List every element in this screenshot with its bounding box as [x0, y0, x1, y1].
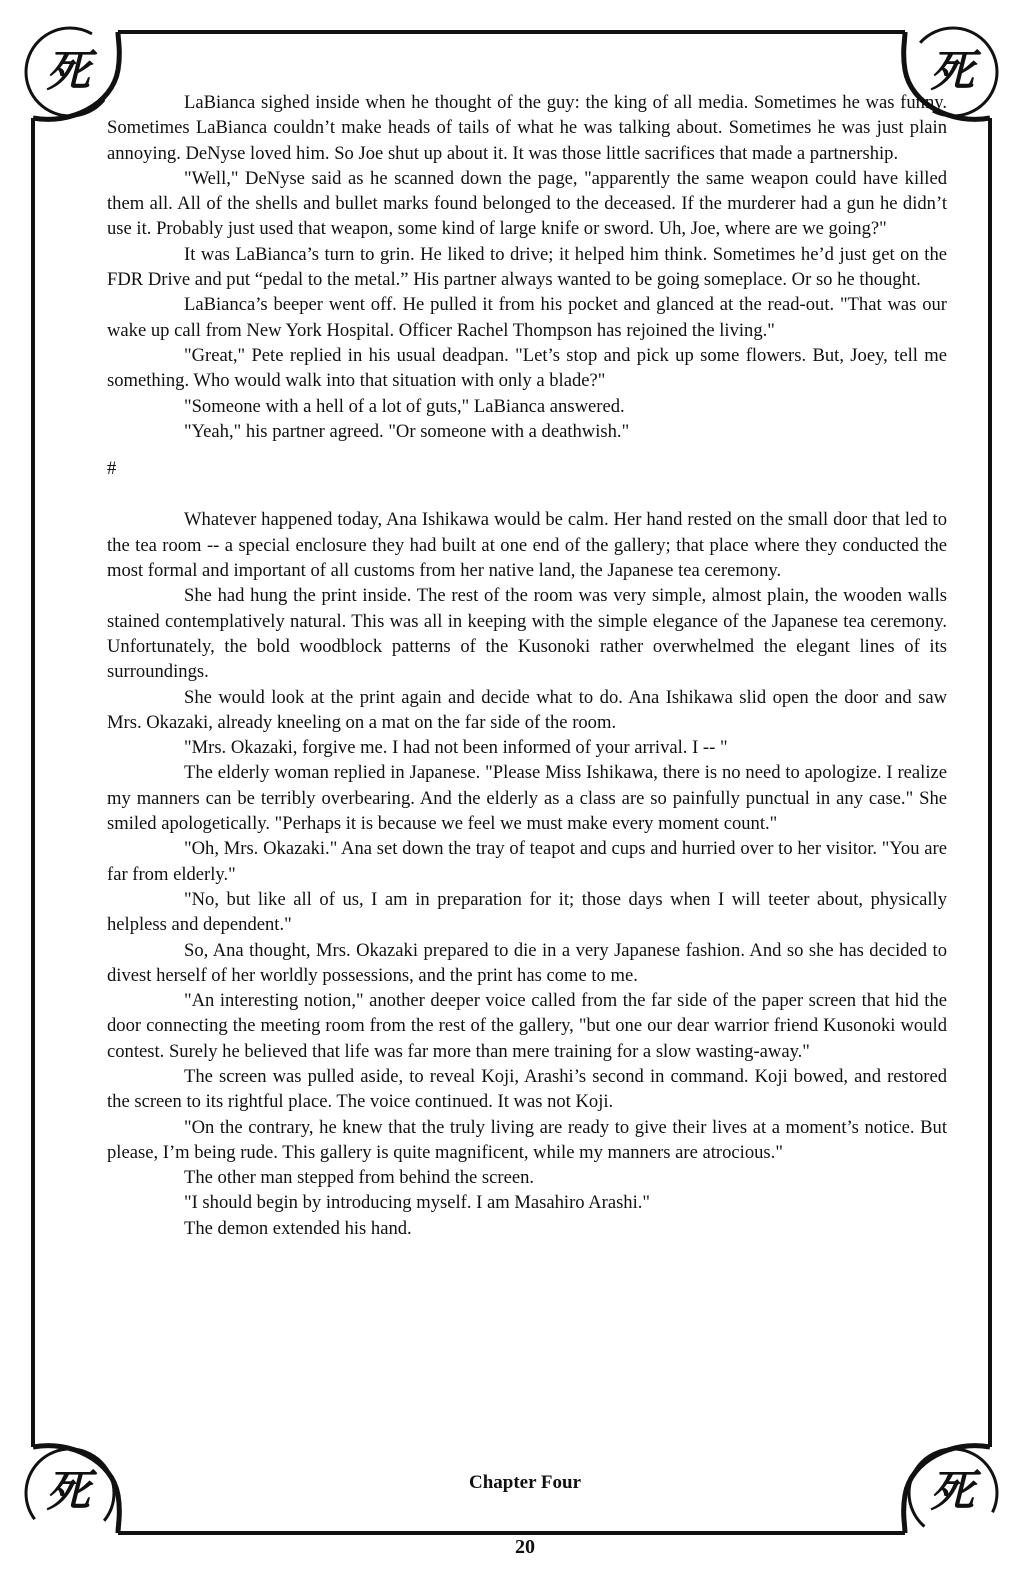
paragraph: So, Ana thought, Mrs. Okazaki prepared to die in a very Japanese fashion. And so she has decided to divest herself of her worldly possessions, and the print has come to me. [107, 939, 947, 986]
corner-glyph-bottom-right: 死 [930, 1466, 974, 1517]
paragraph: The demon extended his hand. [184, 1217, 412, 1239]
paragraph: The elderly woman replied in Japanese. "Please Miss Ishikawa, there is no need to apologize. I realize my manners can be terribly overbearing. And the elderly as a class are so painfully punctual in any case." She smiled apologetically. "Perhaps it is because we feel we must make every moment count." [107, 762, 947, 835]
body-text [107, 90, 947, 1241]
paragraph: "Well," DeNyse said as he scanned down the page, "apparently the same weapon could have killed them all. All of the shells and bullet marks found belonged to the deceased. If the murderer had a gun he didn’t use it. Probably just used that weapon, some kind of large knife or sword. Uh, Joe, where are we going?" [107, 167, 947, 240]
chapter-title: Chapter Four [468, 1472, 582, 1493]
paragraph: "On the contrary, he knew that the truly living are ready to give their lives at a moment’s notice. But please, I’m being rude. This gallery is quite magnificent, while my manners are atrocious." [107, 1116, 947, 1163]
paragraph: "Great," Pete replied in his usual deadpan. "Let’s stop and pick up some flowers. But, Joey, tell me something. Who would walk into that situation with only a blade?" [107, 344, 947, 392]
paragraph: The screen was pulled aside, to reveal Koji, Arashi’s second in command. Koji bowed, and restored the screen to its rightful place. The voice continued. It was not Koji. [107, 1065, 947, 1113]
paragraph: "An interesting notion," another deeper voice called from the far side of the paper screen that hid the door connecting the meeting room from the rest of the gallery, "but one our dear warrior friend Kusonoki would contest. Surely he believed that life was far more than mere training for a slow wasting-away." [107, 990, 947, 1062]
paragraph: "No, but like all of us, I am in preparation for it; those days when I will teeter about, physically helpless and dependent." [107, 888, 947, 936]
paragraph: "Oh, Mrs. Okazaki." Ana set down the tray of teapot and cups and hurried over to her visitor. "You are far from elderly." [107, 838, 947, 885]
page-number: 20 [515, 1536, 535, 1558]
paragraph: She had hung the print inside. The rest of the room was very simple, almost plain, the wooden walls stained contemplatively natural. This was all in keeping with the simple elegance of the Japanese tea ceremony. Unfortunately, the bold woodblock patterns of the Kusonoki rather overwhelmed the elegant lines of its surroundings. [107, 585, 947, 683]
paragraph: The other man stepped from behind the screen. [184, 1167, 535, 1189]
paragraph: She would look at the print again and decide what to do. Ana Ishikawa slid open the door and saw Mrs. Okazaki, already kneeling on a mat on the far side of the room. [107, 686, 947, 733]
paragraph: "Yeah," his partner agreed. "Or someone with a deathwish." [184, 420, 630, 442]
corner-glyph-bottom-left: 死 [46, 1466, 90, 1517]
corner-glyph-top-left: 死 [46, 46, 90, 97]
paragraph: "Mrs. Okazaki, forgive me. I had not been informed of your arrival. I -- " [184, 737, 728, 759]
corner-glyph-top-right: 死 [930, 46, 974, 97]
paragraph: Whatever happened today, Ana Ishikawa would be calm. Her hand rested on the small door that led to the tea room -- a special enclosure they had built at one end of the gallery; that place where they conducted the most formal and important of all customs from her native land, the Japanese tea ceremony. [107, 509, 947, 582]
scene-separator: # [107, 458, 117, 480]
paragraph: LaBianca’s beeper went off. He pulled it from his pocket and glanced at the read-out. "That was our wake up call from New York Hospital. Officer Rachel Thompson has rejoined the living." [107, 294, 947, 341]
paragraph: "I should begin by introducing myself. I am Masahiro Arashi." [184, 1192, 651, 1214]
paragraph: LaBianca sighed inside when he thought of the guy: the king of all media. Sometimes he was funny. Sometimes LaBianca couldn’t make heads of tails of what he was talking about. Sometimes he was just plain annoying. DeNyse loved him. So Joe shut up about it. It was those little sacrifices that made a partnership. [107, 92, 947, 164]
paragraph: "Someone with a hell of a lot of guts," LaBianca answered. [184, 395, 625, 417]
paragraph: It was LaBianca’s turn to grin. He liked to drive; it helped him think. Sometimes he’d just get on the FDR Drive and put “pedal to the metal.” His partner always wanted to be going someplace. Or so he thought. [107, 243, 947, 291]
